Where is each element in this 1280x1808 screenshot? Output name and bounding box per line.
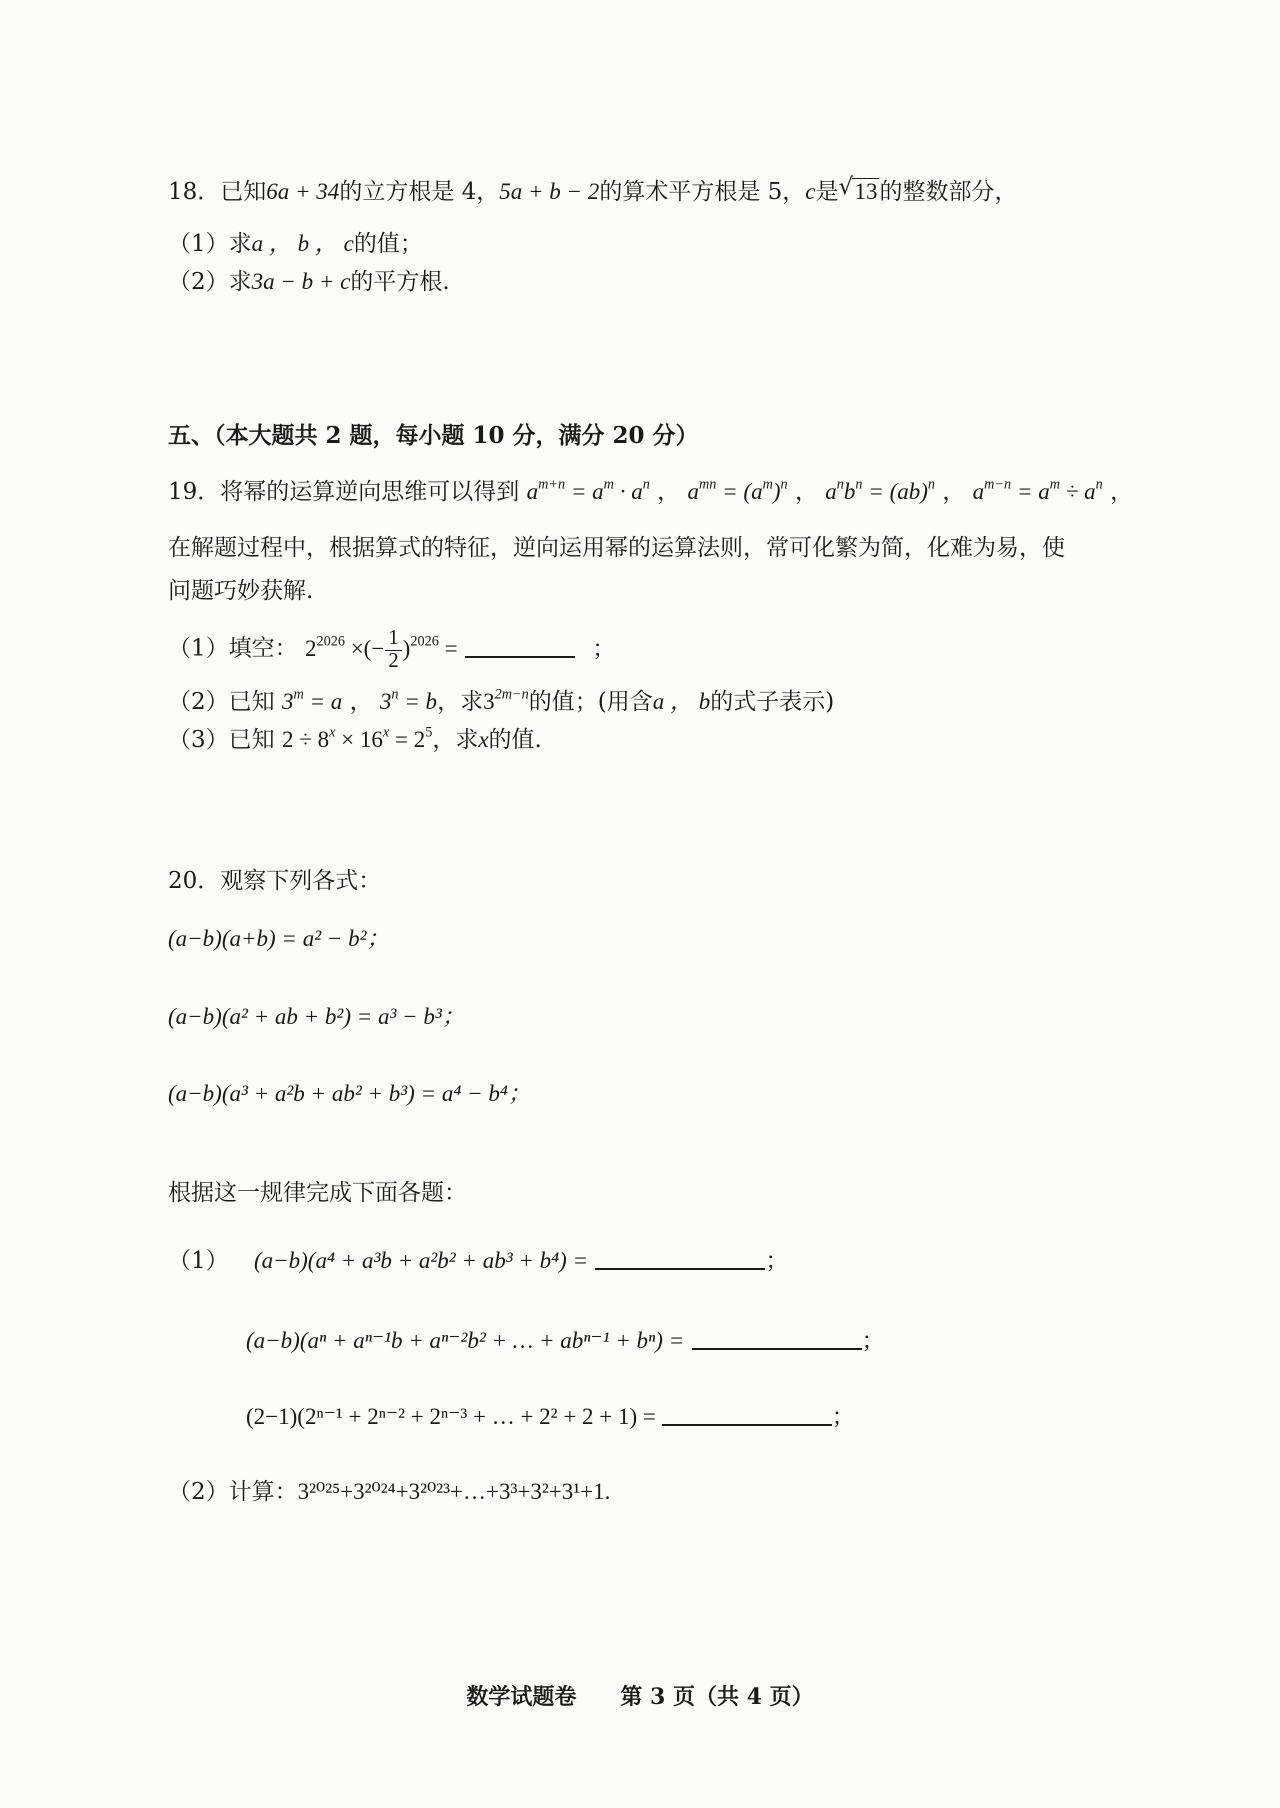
part-text: 的值； [353, 231, 423, 257]
punct: ； [592, 635, 616, 662]
q20-eq1: (a−b)(a+b) = a² − b²； [168, 926, 390, 951]
answer-blank[interactable] [692, 1324, 862, 1350]
q19-part1 [168, 628, 615, 672]
q20-part1-row3 [246, 1400, 855, 1431]
q18-text: 的整数部分， [879, 179, 1018, 205]
footer-page-number: 第 3 页（共 4 页） [620, 1684, 814, 1710]
q19-part3 [168, 726, 542, 755]
q20-part1-row2 [246, 1324, 885, 1356]
answer-blank[interactable] [465, 632, 575, 658]
punct: ； [765, 1248, 789, 1274]
answer-blank[interactable] [595, 1244, 765, 1270]
part-label: （1） [168, 1248, 229, 1274]
rule-1: $a^{m+n} = a^m \cdot a^n$ [526, 476, 650, 504]
rule-2: $a^{mn} = (a^m)^n$ [687, 476, 788, 504]
q19-text-line3: 问题巧妙获解. [168, 578, 314, 604]
part-label: （2）求 [168, 269, 252, 295]
q19-cond2: $3^n = b$ [379, 686, 438, 714]
q20-p1-eq1: (a−b)(a⁴ + a³b + a²b² + ab³ + b⁴) = [253, 1248, 589, 1273]
part-text: 的值；(用含 [528, 689, 653, 715]
page-footer [0, 1680, 1280, 1711]
q18-part2 [168, 268, 450, 297]
q20-eq2: (a−b)(a² + ab + b²) = a³ − b³； [168, 1004, 465, 1029]
q19-cond1: $3^m = a$ [281, 686, 343, 714]
part-label: （2）已知 [168, 689, 275, 715]
q19-p1-expr: $2^{2026}$ ×(− $\frac{1}{2}$ )$^{2026}$ = [304, 627, 458, 672]
q18-expr: 3a − b + c [251, 269, 351, 294]
fraction [385, 628, 401, 672]
part-text: 的平方根. [350, 269, 450, 295]
part-label: （2）计算： [168, 1479, 298, 1505]
var-x: x [478, 727, 489, 752]
q18-text: 18．已知 [168, 179, 267, 205]
part-label: （1）求 [168, 231, 252, 257]
q19-vars: a ， b [652, 689, 711, 714]
q18-text: 的立方根是 4， [339, 179, 500, 205]
punct: ； [831, 1404, 855, 1429]
q18-part1 [168, 230, 423, 259]
part-label: （3）已知 [168, 727, 275, 753]
q18-expr2: 5a + b − 2 [499, 179, 600, 204]
sqrt-argument: 13 [854, 179, 878, 204]
q19-text: 19．将幂的运算逆向思维可以得到 [168, 479, 520, 505]
base: 2 [304, 635, 317, 661]
part-text: 的值. [488, 727, 542, 753]
q19-text-line2: 在解题过程中，根据算式的特征，逆向运用幂的运算法则，常可化繁为简，化难为易，使 [168, 535, 1065, 561]
section-heading: 五、（本大题共 2 题，每小题 10 分，满分 20 分） [168, 422, 699, 449]
q20-stem: 20．观察下列各式： [168, 868, 382, 894]
q19-part2: （2）已知 $3^m = a$ ， $3^n = b$，求$3^{2m-n}$的值；(用含a ， b的式子表示) [168, 686, 835, 715]
answer-blank[interactable] [662, 1400, 832, 1426]
q20-part1-row1 [168, 1244, 788, 1276]
rule-4: $a^{m-n} = a^m \div a^n$ [972, 476, 1103, 504]
q20-p2-expr: 3²⁰²⁵+3²⁰²⁴+3²⁰²³+…+3³+3²+3¹+1. [297, 1479, 611, 1504]
q18-var-c: c [805, 179, 816, 204]
footer-title: 数学试题卷 [466, 1684, 577, 1710]
punct: ； [861, 1328, 885, 1354]
q18-vars: a ， b ， c [251, 231, 354, 256]
exponent: 2m−n [494, 686, 529, 703]
q20-p1-eq2: (a−b)(aⁿ + aⁿ⁻¹b + aⁿ⁻²b² + … + abⁿ⁻¹ + bⁿ) = [246, 1328, 685, 1353]
q18-text: 是 [815, 179, 839, 205]
part-text: 的式子表示) [710, 689, 835, 715]
exponent: 2026 [316, 632, 345, 649]
sqrt-symbol: √ 13 [838, 174, 878, 204]
exponent: 2026 [410, 632, 439, 649]
part-text: ，求 [437, 689, 484, 715]
q18-expr1: 6a + 34 [266, 179, 340, 204]
rule-3: $a^nb^n = (ab)^n$ [825, 476, 936, 504]
q20-part2 [168, 1478, 610, 1507]
q19-target: $3^{2m-n}$ [483, 686, 529, 714]
q18-text: 的算术平方根是 5， [599, 179, 806, 205]
q18-stem [168, 174, 1018, 207]
part-text: ，求 [432, 727, 479, 753]
part-label: （1）填空： [168, 635, 298, 662]
q19-p3-expr: $2 \div 8^x \times 16^x = 2^5$ [281, 724, 433, 752]
q19-stem: 19．将幂的运算逆向思维可以得到 $a^{m+n} = a^m \cdot a^n$ ， $a^{mn} = (a^m)^n$ ， $a^nb^n = (ab)^n$ ， $a^{m-n} = a^m \div a^n$ ， [168, 476, 1134, 505]
q20-eq3: (a−b)(a³ + a²b + ab² + b³) = a⁴ − b⁴； [168, 1081, 531, 1106]
frac-denominator: 2 [388, 649, 399, 672]
q20-p1-eq3: (2−1)(2ⁿ⁻¹ + 2ⁿ⁻² + 2ⁿ⁻³ + … + 2² + 2 + 1) = [246, 1404, 656, 1429]
frac-numerator: 1 [385, 628, 401, 651]
q20-instruction: 根据这一规律完成下面各题： [168, 1180, 467, 1206]
